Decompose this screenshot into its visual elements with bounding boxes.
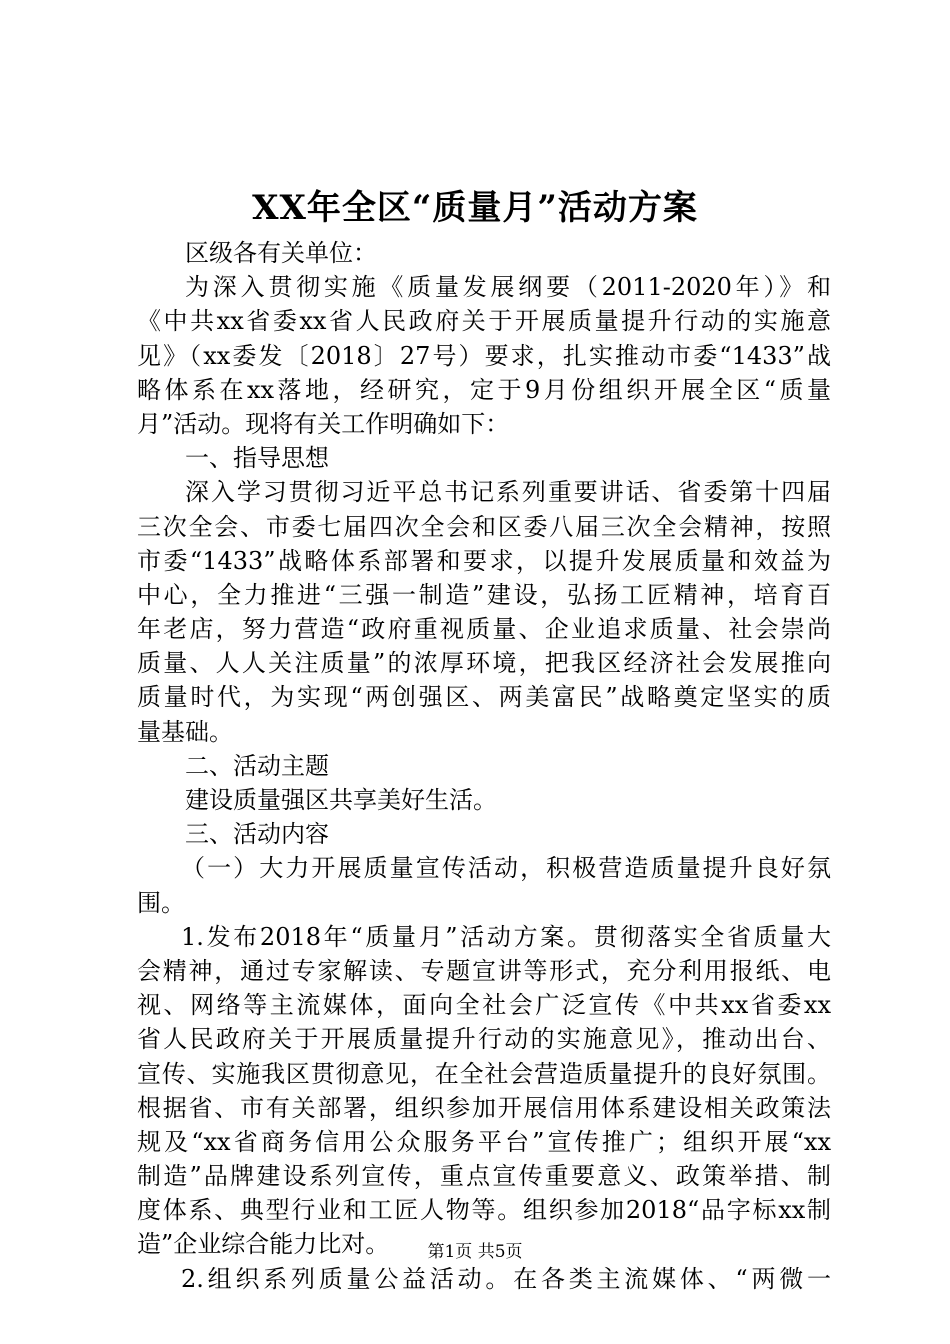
paragraph-line: 深入学习贯彻习近平总书记系列重要讲话、省委第十四届 bbox=[185, 478, 831, 507]
document-body bbox=[137, 236, 831, 1296]
paragraph-line: 造”企业综合能力比对。 bbox=[137, 1230, 390, 1259]
salutation: 区级各有关单位： bbox=[185, 239, 377, 267]
paragraph-line: 度体系、典型行业和工匠人物等。组织参加2018“品字标xx制 bbox=[137, 1196, 831, 1225]
section-heading: 一、指导思想 bbox=[185, 444, 329, 473]
paragraph-line: 月”活动。现将有关工作明确如下： bbox=[137, 409, 510, 438]
paragraph-line: 建设质量强区共享美好生活。 bbox=[185, 786, 497, 814]
subsection-heading: （一）大力开展质量宣传活动，积极营造质量提升良好氛 bbox=[181, 854, 831, 883]
paragraph-line: 视、网络等主流媒体，面向全社会广泛宣传《中共xx省委xx bbox=[137, 991, 831, 1020]
paragraph-line: 1.发布2018年“质量月”活动方案。贯彻落实全省质量大 bbox=[181, 922, 831, 951]
paragraph-line: 根据省、市有关部署，组织参加开展信用体系建设相关政策法 bbox=[137, 1093, 831, 1122]
paragraph-line: 2.组织系列质量公益活动。在各类主流媒体、“两微一 bbox=[181, 1264, 831, 1293]
paragraph-line: 省人民政府关于开展质量提升行动的实施意见》，推动出台、 bbox=[137, 1025, 831, 1054]
paragraph-line: 为深入贯彻实施《质量发展纲要（2011-2020年）》和 bbox=[185, 273, 831, 302]
paragraph-line: 量基础。 bbox=[137, 717, 233, 746]
paragraph-line: 三次全会、市委七届四次全会和区委八届三次全会精神，按照 bbox=[137, 512, 831, 541]
section-heading: 二、活动主题 bbox=[185, 751, 329, 780]
subsection-heading: 围。 bbox=[137, 888, 185, 917]
section-heading: 三、活动内容 bbox=[185, 820, 329, 849]
page-footer: 第1页 共5页 bbox=[427, 1242, 523, 1262]
paragraph-line: 会精神，通过专家解读、专题宣讲等形式，充分利用报纸、电 bbox=[137, 956, 831, 985]
paragraph-line: 中心，全力推进“三强一制造”建设，弘扬工匠精神，培育百 bbox=[137, 580, 831, 609]
paragraph-line: 制造”品牌建设系列宣传，重点宣传重要意义、政策举措、制 bbox=[137, 1162, 831, 1191]
paragraph-line: 年老店，努力营造“政府重视质量、企业追求质量、社会崇尚 bbox=[137, 615, 831, 644]
paragraph-line: 市委“1433”战略体系部署和要求，以提升发展质量和效益为 bbox=[137, 546, 831, 575]
document-title: XX年全区“质量月”活动方案 bbox=[252, 188, 698, 228]
paragraph-line: 见》（xx委发〔2018〕27号）要求，扎实推动市委“1433”战 bbox=[137, 341, 831, 370]
paragraph-line: 略体系在xx落地，经研究，定于9月份组织开展全区“质量 bbox=[137, 375, 831, 404]
paragraph-line: 质量、人人关注质量”的浓厚环境，把我区经济社会发展推向 bbox=[137, 649, 831, 678]
paragraph-line: 《中共xx省委xx省人民政府关于开展质量提升行动的实施意 bbox=[137, 307, 831, 336]
paragraph-line: 质量时代，为实现“两创强区、两美富民”战略奠定坚实的质 bbox=[137, 683, 831, 712]
paragraph-line: 宣传、实施我区贯彻意见，在全社会营造质量提升的良好氛围。 bbox=[137, 1059, 831, 1088]
paragraph-line: 规及“xx省商务信用公众服务平台”宣传推广；组织开展“xx bbox=[137, 1127, 831, 1156]
